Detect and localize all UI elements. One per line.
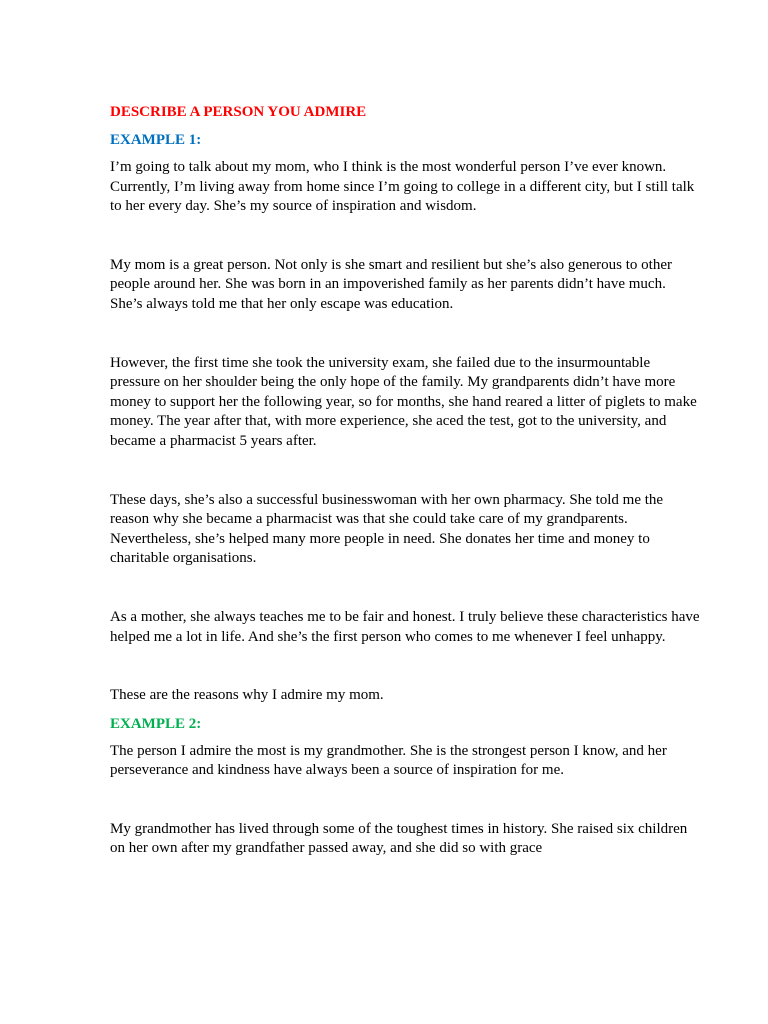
document-title: DESCRIBE A PERSON YOU ADMIRE: [110, 104, 367, 120]
example-1-paragraph-2: My mom is a great person. Not only is she smart and resilient but she’s also generous to other people around her. She was born in an impoverished family as her parents didn’t have much. She’s always told me that her only escape was education.: [110, 256, 672, 312]
example-1-paragraph-3: However, the first time she took the university exam, she failed due to the insurmountable pressure on her shoulder being the only hope of the family. My grandparents didn’t have more money to support her the following year, so for months, she hand reared a litter of piglets to make money. The year after that, with more experience, she aced the test, got to the university, and became a pharmacist 5 years after.: [110, 354, 697, 449]
example-1-paragraph-5: As a mother, she always teaches me to be fair and honest. I truly believe these characteristics have helped me a lot in life. And she’s the first person who comes to me whenever I feel unhappy.: [110, 608, 700, 645]
example-1-paragraph-6: These are the reasons why I admire my mom.: [110, 687, 384, 704]
example-2-paragraph-1: The person I admire the most is my grandmother. She is the strongest person I know, and her perseverance and kindness have always been a source of inspiration for me.: [110, 742, 667, 779]
example-1-paragraph-4: These days, she’s also a successful businesswoman with her own pharmacy. She told me the reason why she became a pharmacist was that she could take care of my grandparents. Nevertheless, she’s helped many more people in need. She donates her time and money to charitable organisations.: [110, 491, 664, 567]
document-page: [110, 102, 700, 859]
example-2-heading: EXAMPLE 2:: [110, 715, 202, 732]
example-1-paragraph-1: I’m going to talk about my mom, who I think is the most wonderful person I’ve ever known. Currently, I’m living away from home since I’m going to college in a different city, but I still talk to her every day. She’s my source of inspiration and wisdom.: [110, 159, 695, 215]
example-2-paragraph-2: My grandmother has lived through some of the toughest times in history. She raised six children on her own after my grandfather passed away, and she did so with grace: [110, 820, 688, 857]
example-1-heading: EXAMPLE 1:: [110, 132, 202, 148]
